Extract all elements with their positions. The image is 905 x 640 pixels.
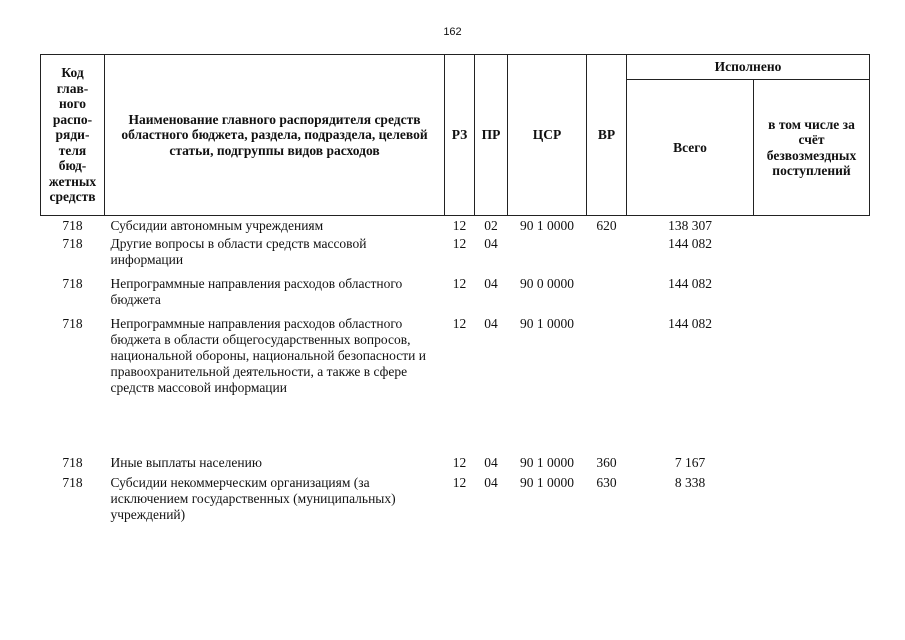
row-total: 8 338 [674, 475, 706, 490]
header-code-line: бюд- [58, 158, 87, 174]
row-name: Другие вопросы в области средств массовой информации [110, 236, 367, 267]
header-name: Наименование главного распорядителя средств областного бюджета, раздела, подраздела, целевой статьи, подгруппы видов расходов [105, 55, 445, 216]
header-rz: РЗ [445, 55, 475, 216]
row-name: Иные выплаты населению [110, 455, 262, 470]
header-code-line: средств [49, 189, 96, 205]
budget-table [40, 54, 870, 525]
row-code: 718 [62, 276, 83, 291]
header-code [41, 55, 105, 216]
row-csr: 90 0 0000 [520, 276, 574, 291]
row-pr: 04 [484, 455, 498, 470]
row-total: 144 082 [668, 316, 712, 331]
row-vr [587, 276, 627, 316]
row-code: 718 [62, 475, 83, 490]
row-code: 718 [62, 316, 83, 331]
row-rz: 12 [452, 236, 467, 251]
header-pr: ПР [475, 55, 508, 216]
header-code-line: ряди- [55, 127, 90, 143]
header-code-line: ного [58, 96, 87, 112]
row-csr [508, 236, 587, 276]
header-code-line: жетных [48, 173, 97, 189]
header-free: в том числе за счёт безвозмездных поступлений [754, 80, 870, 216]
row-free [754, 276, 870, 316]
row-rz: 12 [452, 316, 467, 331]
row-pr: 04 [484, 276, 498, 291]
header-code-line: глав- [56, 80, 89, 96]
table-header [41, 55, 870, 216]
table-row [41, 216, 870, 237]
row-code: 718 [62, 455, 83, 470]
row-csr: 90 1 0000 [520, 475, 574, 490]
row-csr: 90 1 0000 [520, 316, 574, 331]
row-rz: 12 [452, 276, 467, 291]
row-csr: 90 1 0000 [520, 455, 574, 470]
row-free [754, 475, 870, 525]
row-total: 144 082 [668, 276, 712, 291]
table-row [41, 316, 870, 455]
header-code-line: распо- [52, 111, 93, 127]
row-total: 7 167 [674, 455, 706, 470]
row-vr [587, 316, 627, 455]
header-executed: Исполнено [627, 55, 870, 80]
header-total: Всего [627, 80, 754, 216]
row-pr: 02 [484, 218, 498, 233]
header-code-line: теля [58, 142, 87, 158]
row-name: Непрограммные направления расходов областного бюджета [110, 276, 403, 307]
row-free [754, 455, 870, 475]
row-rz: 12 [452, 218, 467, 233]
row-rz: 12 [452, 455, 467, 470]
row-name: Непрограммные направления расходов областного бюджета в области общегосударственных вопросов, национальной обороны, национальной безопасности и правоохранительной деятельности, а также в сфере средств массовой информации [110, 316, 426, 395]
row-vr: 620 [596, 218, 617, 233]
row-total: 138 307 [668, 218, 712, 233]
table-row [41, 276, 870, 316]
header-vr: ВР [587, 55, 627, 216]
row-code: 718 [62, 236, 83, 251]
row-name: Субсидии некоммерческим организациям (за исключением государственных (муниципальных) учреждений) [110, 475, 396, 522]
table-row [41, 455, 870, 475]
row-csr: 90 1 0000 [520, 218, 574, 233]
row-code: 718 [62, 218, 83, 233]
row-pr: 04 [484, 236, 498, 251]
row-total: 144 082 [668, 236, 712, 251]
row-free [754, 216, 870, 237]
row-free [754, 316, 870, 455]
row-vr: 630 [596, 475, 617, 490]
table-row [41, 236, 870, 276]
row-vr [587, 236, 627, 276]
row-free [754, 236, 870, 276]
row-pr: 04 [484, 475, 498, 490]
row-rz: 12 [452, 475, 467, 490]
row-vr: 360 [596, 455, 617, 470]
row-name: Субсидии автономным учреждениям [110, 218, 324, 233]
page-number: 162 [443, 26, 462, 38]
header-csr: ЦСР [508, 55, 587, 216]
row-pr: 04 [484, 316, 498, 331]
table-row [41, 475, 870, 525]
header-code-line: Код [61, 65, 84, 81]
